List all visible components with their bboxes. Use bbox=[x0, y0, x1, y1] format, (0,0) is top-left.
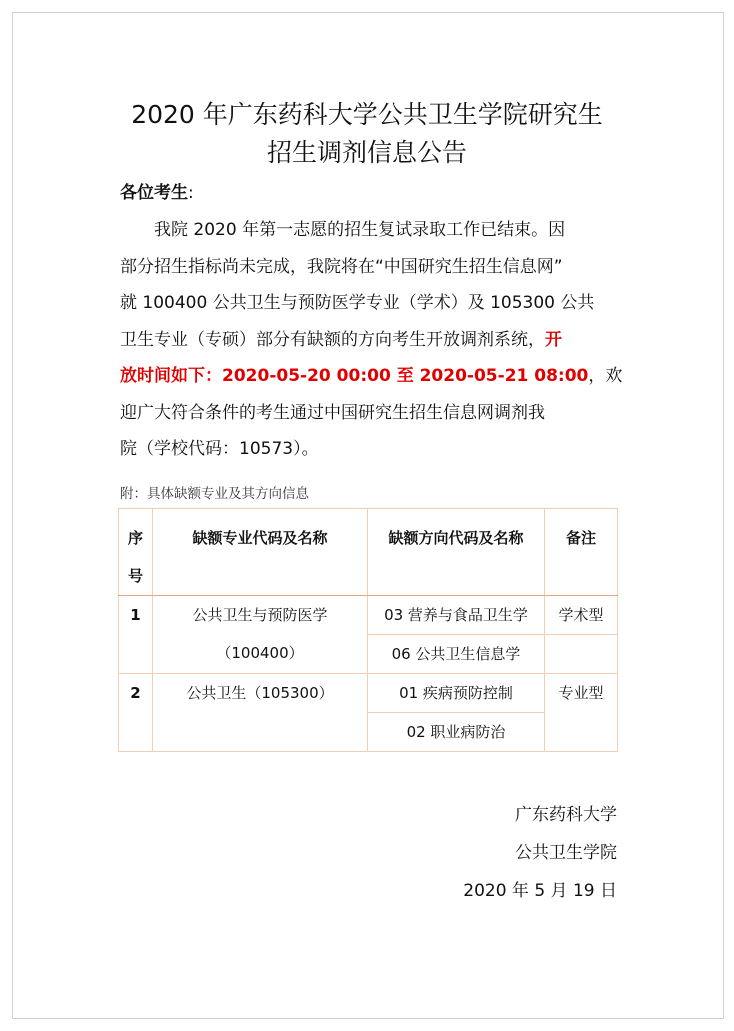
body-line-7: 院（学校代码：10573）。 bbox=[120, 439, 319, 459]
row2-seq-text: 2 bbox=[130, 684, 141, 702]
signature-school: 公共卫生学院 bbox=[515, 843, 617, 863]
body-line-4-text: 卫生专业（专硕）部分有缺额的方向考生开放调剂系统， bbox=[120, 329, 545, 350]
body-line-3: 就 100400 公共卫生与预防医学专业（学术）及 105300 公共 bbox=[120, 293, 595, 313]
open-time-highlight: 放时间如下：2020-05-20 00:00 至 2020-05-21 08:00 bbox=[120, 366, 589, 386]
row2-direction-2 bbox=[368, 713, 545, 752]
row1-remark-empty bbox=[545, 635, 618, 674]
row2-remark-text: 专业型 bbox=[558, 684, 604, 702]
salutation bbox=[120, 178, 194, 203]
announcement-title-line2: 招生调剂信息公告 bbox=[266, 138, 467, 167]
row1-direction-2 bbox=[368, 635, 545, 674]
body-line-1: 我院 2020 年第一志愿的招生复试录取工作已结束。因 bbox=[154, 220, 566, 240]
row1-seq bbox=[119, 596, 153, 674]
header-seq bbox=[119, 509, 153, 596]
open-time-highlight-start: 开 bbox=[545, 329, 562, 350]
header-direction-text: 缺额方向代码及名称 bbox=[388, 529, 524, 547]
row2-direction-2-text: 02 职业病防治 bbox=[406, 723, 506, 741]
row2-remark bbox=[545, 674, 618, 752]
table-header-row bbox=[119, 509, 618, 596]
row2-direction-1-text: 01 疾病预防控制 bbox=[399, 684, 513, 702]
header-major bbox=[153, 509, 368, 596]
table-row bbox=[119, 674, 618, 713]
body-line-5-text: ，欢 bbox=[588, 366, 623, 386]
salutation-colon: : bbox=[188, 183, 194, 203]
header-major-text: 缺额专业代码及名称 bbox=[192, 529, 328, 547]
quota-table bbox=[118, 508, 618, 752]
row1-direction-1-text: 03 营养与食品卫生学 bbox=[384, 606, 528, 624]
row2-direction-1 bbox=[368, 674, 545, 713]
row1-remark-text: 学术型 bbox=[558, 606, 604, 624]
table-row bbox=[119, 596, 618, 635]
header-seq-line2: 号 bbox=[127, 567, 143, 585]
signature-university: 广东药科大学 bbox=[515, 805, 617, 825]
header-remark-text: 备注 bbox=[565, 529, 596, 547]
header-seq-line1: 序 bbox=[127, 529, 143, 547]
announcement-title-line1: 2020 年广东药科大学公共卫生学院研究生 bbox=[131, 100, 603, 129]
signature-date: 2020 年 5 月 19 日 bbox=[463, 881, 617, 901]
body-line-2: 部分招生指标尚未完成，我院将在“中国研究生招生信息网” bbox=[120, 256, 563, 277]
row1-direction-1 bbox=[368, 596, 545, 635]
announcement-body bbox=[120, 212, 623, 468]
attachment-note: 附：具体缺额专业及其方向信息 bbox=[120, 486, 309, 502]
salutation-text: 各位考生 bbox=[120, 183, 188, 203]
row1-major-line2: （100400） bbox=[216, 644, 304, 662]
row2-seq bbox=[119, 674, 153, 752]
row2-major-line1: 公共卫生（105300） bbox=[186, 684, 334, 702]
row1-direction-2-text: 06 公共卫生信息学 bbox=[391, 645, 521, 663]
row1-seq-text: 1 bbox=[130, 606, 141, 624]
row1-remark bbox=[545, 596, 618, 635]
row2-major bbox=[153, 674, 368, 752]
header-remark bbox=[545, 509, 618, 596]
body-line-6: 迎广大符合条件的考生通过中国研究生招生信息网调剂我 bbox=[120, 402, 545, 423]
row1-major bbox=[153, 596, 368, 674]
row1-major-line1: 公共卫生与预防医学 bbox=[192, 606, 328, 624]
header-direction bbox=[368, 509, 545, 596]
body-line-5 bbox=[120, 358, 623, 395]
body-line-4 bbox=[120, 322, 618, 359]
